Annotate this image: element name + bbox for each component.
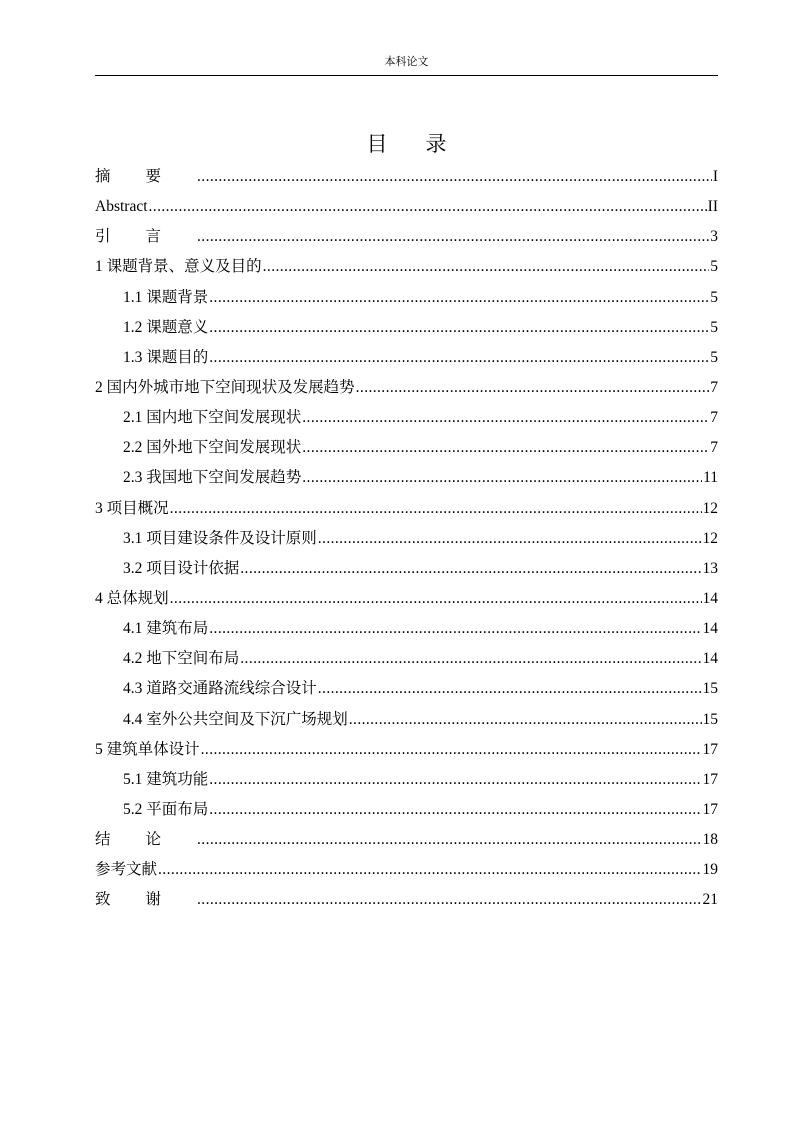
toc-dot-leader — [197, 885, 701, 915]
toc-entry[interactable] — [95, 795, 718, 825]
toc-entry-label: 参考文献 — [95, 861, 158, 879]
toc-dot-leader — [318, 524, 702, 554]
toc-dot-leader — [209, 343, 709, 373]
toc-entry[interactable] — [95, 855, 718, 885]
toc-entry-page-number: 17 — [702, 770, 718, 788]
toc-dot-leader — [197, 162, 712, 192]
toc-entry-label: 结论 — [95, 831, 197, 849]
toc-entry-page-number: 13 — [702, 559, 718, 577]
toc-entry-page-number: 5 — [710, 258, 718, 276]
toc-dot-leader — [209, 765, 701, 795]
toc-dot-leader — [209, 313, 709, 343]
toc-entry[interactable] — [95, 885, 718, 915]
toc-entry[interactable] — [95, 192, 718, 222]
toc-entry-page-number: II — [707, 198, 718, 216]
toc-entry-page-number: 14 — [702, 650, 718, 668]
toc-entry-page-number: 5 — [710, 348, 718, 366]
toc-entry-label: 5 建筑单体设计 — [95, 740, 200, 758]
toc-entry-label: 3.1 项目建设条件及设计原则 — [123, 529, 317, 547]
toc-entry[interactable] — [95, 162, 718, 192]
toc-entry-label: 4.1 建筑布局 — [123, 620, 209, 638]
toc-dot-leader — [209, 795, 701, 825]
toc-entry-label: 5.1 建筑功能 — [123, 770, 209, 788]
toc-entry-label: 1 课题背景、意义及目的 — [95, 258, 262, 276]
toc-entry-label: 2 国内外城市地下空间现状及发展趋势 — [95, 378, 355, 396]
toc-dot-leader — [349, 705, 702, 735]
toc-entry[interactable] — [95, 705, 718, 735]
toc-dot-leader — [263, 252, 710, 282]
toc-entry-page-number: 15 — [702, 710, 718, 728]
toc-entry-label: 1.1 课题背景 — [123, 288, 209, 306]
toc-entry[interactable] — [95, 283, 718, 313]
toc-dot-leader — [209, 283, 709, 313]
toc-entry-label: Abstract — [95, 198, 148, 216]
toc-entry-page-number: 12 — [702, 529, 718, 547]
toc-dot-leader — [197, 222, 709, 252]
toc-entry[interactable] — [95, 494, 718, 524]
toc-entry-label: 2.3 我国地下空间发展趋势 — [123, 469, 302, 487]
toc-entry-page-number: 3 — [710, 228, 718, 246]
toc-entry[interactable] — [95, 765, 718, 795]
toc-entry-page-number: 5 — [710, 318, 718, 336]
toc-entry-label: 致谢 — [95, 891, 197, 909]
toc-dot-leader — [158, 855, 701, 885]
toc-entry-page-number: 21 — [702, 891, 718, 909]
toc-entry-label: 4.4 室外公共空间及下沉广场规划 — [123, 710, 348, 728]
toc-dot-leader — [170, 494, 702, 524]
toc-entry-label: 3 项目概况 — [95, 499, 169, 517]
table-of-contents — [95, 162, 718, 916]
toc-entry[interactable] — [95, 313, 718, 343]
toc-dot-leader — [302, 433, 709, 463]
toc-entry-label: 4 总体规划 — [95, 589, 169, 607]
toc-entry-label: 2.1 国内地下空间发展现状 — [123, 409, 302, 427]
toc-entry-page-number: I — [712, 168, 718, 185]
toc-entry-label: 4.2 地下空间布局 — [123, 650, 240, 668]
toc-entry[interactable] — [95, 584, 718, 614]
toc-entry[interactable] — [95, 222, 718, 252]
toc-entry[interactable] — [95, 373, 718, 403]
toc-entry-label: 3.2 项目设计依据 — [123, 559, 240, 577]
toc-entry-page-number: 7 — [710, 439, 718, 457]
toc-entry[interactable] — [95, 252, 718, 282]
toc-entry[interactable] — [95, 554, 718, 584]
toc-dot-leader — [302, 403, 709, 433]
toc-entry[interactable] — [95, 614, 718, 644]
toc-dot-leader — [149, 192, 707, 222]
toc-entry-label: 1.2 课题意义 — [123, 318, 209, 336]
toc-dot-leader — [240, 644, 701, 674]
toc-entry[interactable] — [95, 343, 718, 373]
toc-entry-page-number: 17 — [702, 800, 718, 818]
toc-entry[interactable] — [95, 644, 718, 674]
toc-entry[interactable] — [95, 524, 718, 554]
toc-entry-page-number: 14 — [702, 620, 718, 638]
toc-entry[interactable] — [95, 825, 718, 855]
toc-entry[interactable] — [95, 463, 718, 493]
toc-dot-leader — [209, 614, 701, 644]
toc-entry-page-number: 19 — [702, 861, 718, 879]
toc-entry[interactable] — [95, 674, 718, 704]
header-text: 本科论文 — [384, 56, 429, 68]
toc-entry-page-number: 11 — [703, 469, 718, 487]
toc-dot-leader — [318, 674, 702, 704]
toc-dot-leader — [356, 373, 710, 403]
toc-entry[interactable] — [95, 433, 718, 463]
toc-entry-label: 5.2 平面布局 — [123, 800, 209, 818]
toc-entry-label: 4.3 道路交通路流线综合设计 — [123, 680, 317, 698]
toc-entry-page-number: 14 — [702, 589, 718, 607]
toc-entry-page-number: 18 — [702, 831, 718, 849]
toc-entry-label: 2.2 国外地下空间发展现状 — [123, 439, 302, 457]
toc-entry-label: 摘要 — [95, 168, 197, 185]
toc-dot-leader — [240, 554, 701, 584]
toc-entry-page-number: 5 — [710, 288, 718, 306]
running-header — [95, 55, 718, 76]
toc-entry-page-number: 7 — [710, 378, 718, 396]
toc-entry-label: 引言 — [95, 228, 197, 246]
toc-dot-leader — [197, 825, 701, 855]
toc-entry[interactable] — [95, 403, 718, 433]
toc-entry-page-number: 15 — [702, 680, 718, 698]
toc-dot-leader — [302, 463, 702, 493]
toc-entry-page-number: 12 — [702, 499, 718, 517]
toc-dot-leader — [170, 584, 702, 614]
toc-dot-leader — [201, 735, 702, 765]
toc-entry-page-number: 7 — [710, 409, 718, 427]
toc-entry-page-number: 17 — [702, 740, 718, 758]
toc-title: 目录 — [366, 132, 485, 156]
toc-entry[interactable] — [95, 735, 718, 765]
toc-entry-label: 1.3 课题目的 — [123, 348, 209, 366]
